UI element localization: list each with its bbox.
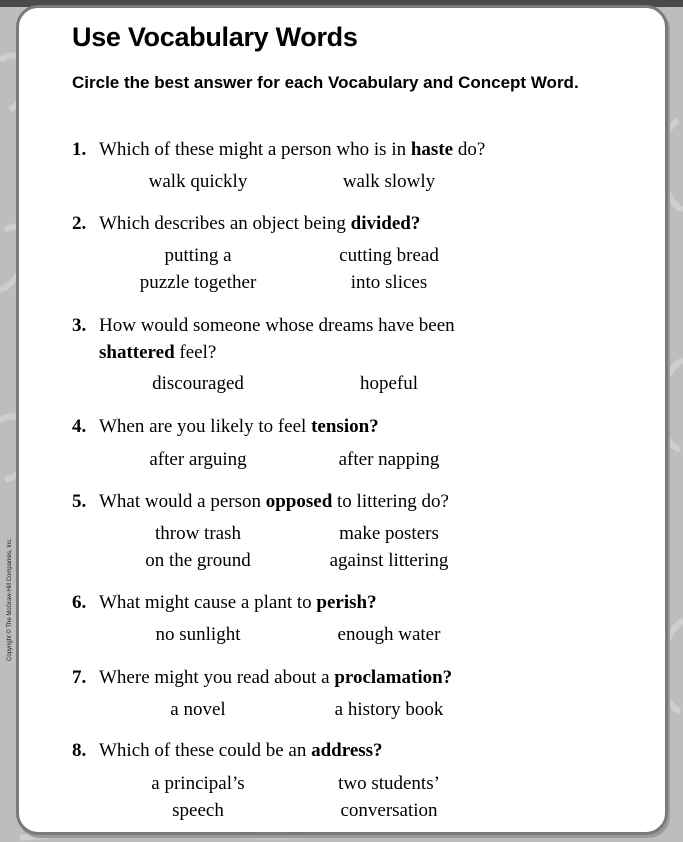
vocabulary-word: proclamation?	[334, 667, 453, 688]
question-text: Which of these could be an	[99, 740, 312, 761]
question-text: When are you likely to feel	[99, 416, 312, 437]
question-number: 8.	[72, 740, 87, 761]
question-7	[72, 664, 452, 691]
answer-choice-a[interactable]	[98, 242, 298, 296]
answer-choice-a[interactable]	[98, 770, 298, 824]
answer-choice-a[interactable]	[98, 520, 298, 574]
question-text: How would someone whose dreams have been	[99, 315, 455, 336]
question-number: 4.	[72, 416, 87, 437]
question-text: Where might you read about a	[99, 667, 335, 688]
question-number: 3.	[72, 315, 87, 336]
answer-line-1: putting a	[164, 245, 232, 266]
answer-choice-b[interactable]	[289, 520, 489, 574]
question-number: 5.	[72, 491, 87, 512]
answer-line-1: enough water	[337, 624, 441, 645]
vocabulary-word: address?	[311, 740, 383, 761]
answer-line-2: conversation	[340, 800, 438, 821]
answer-line-1: discouraged	[152, 373, 244, 394]
question-number: 7.	[72, 667, 87, 688]
answer-choice-b[interactable]	[289, 446, 489, 473]
instructions: Circle the best answer for each Vocabulary and Concept Word.	[72, 73, 579, 92]
answer-line-1: walk slowly	[342, 171, 436, 192]
question-text-end: feel?	[174, 342, 217, 363]
answer-line-2: into slices	[350, 272, 428, 293]
question-text: Which describes an object being	[99, 213, 351, 234]
vocabulary-word: shattered	[99, 342, 175, 363]
page-title: Use Vocabulary Words	[72, 22, 358, 52]
answer-choice-b[interactable]	[289, 621, 489, 648]
answer-line-1: walk quickly	[148, 171, 248, 192]
answer-choice-a[interactable]	[98, 370, 298, 397]
vocabulary-word: tension?	[311, 416, 379, 437]
vocabulary-word: perish?	[316, 592, 377, 613]
answer-choice-b[interactable]	[289, 168, 489, 195]
answer-line-2: against littering	[329, 550, 449, 571]
answer-choice-b[interactable]	[289, 696, 489, 723]
vocabulary-word: divided?	[350, 213, 421, 234]
question-number: 6.	[72, 592, 87, 613]
vocabulary-word: haste	[410, 139, 454, 160]
question-3	[72, 312, 455, 366]
question-text-end: do?	[453, 139, 486, 160]
answer-line-2: on the ground	[145, 550, 251, 571]
question-8	[72, 737, 383, 764]
answer-choice-a[interactable]	[98, 446, 298, 473]
answer-line-1: after arguing	[149, 449, 247, 470]
answer-line-1: throw trash	[154, 523, 241, 544]
answer-choice-a[interactable]	[98, 168, 298, 195]
answer-line-1: hopeful	[359, 373, 419, 394]
question-number: 2.	[72, 213, 87, 234]
question-text-end: to littering do?	[332, 491, 449, 512]
question-4	[72, 413, 379, 440]
answer-line-1: a principal’s	[151, 773, 245, 794]
question-number: 1.	[72, 139, 87, 160]
answer-choice-a[interactable]	[98, 696, 298, 723]
answer-line-1: after napping	[338, 449, 440, 470]
answer-line-1: a novel	[170, 699, 226, 720]
question-text: What would a person	[99, 491, 266, 512]
question-6	[72, 589, 377, 616]
copyright-notice: Copyright © The McGraw-Hill Companies, Inc.	[7, 537, 13, 661]
answer-choice-b[interactable]	[289, 770, 489, 824]
question-2	[72, 210, 420, 237]
answer-line-1: two students’	[338, 773, 440, 794]
vocabulary-word: opposed	[265, 491, 333, 512]
answer-line-1: no sunlight	[155, 624, 241, 645]
answer-choice-b[interactable]	[289, 370, 489, 397]
question-5	[72, 488, 449, 515]
answer-line-1: make posters	[339, 523, 439, 544]
question-text: What might cause a plant to	[99, 592, 317, 613]
answer-line-2: speech	[172, 800, 224, 821]
answer-line-2: puzzle together	[139, 272, 257, 293]
answer-choice-a[interactable]	[98, 621, 298, 648]
answer-line-1: a history book	[334, 699, 444, 720]
answer-line-1: cutting bread	[339, 245, 439, 266]
question-1	[72, 136, 485, 163]
answer-choice-b[interactable]	[289, 242, 489, 296]
question-text: Which of these might a person who is in	[99, 139, 411, 160]
